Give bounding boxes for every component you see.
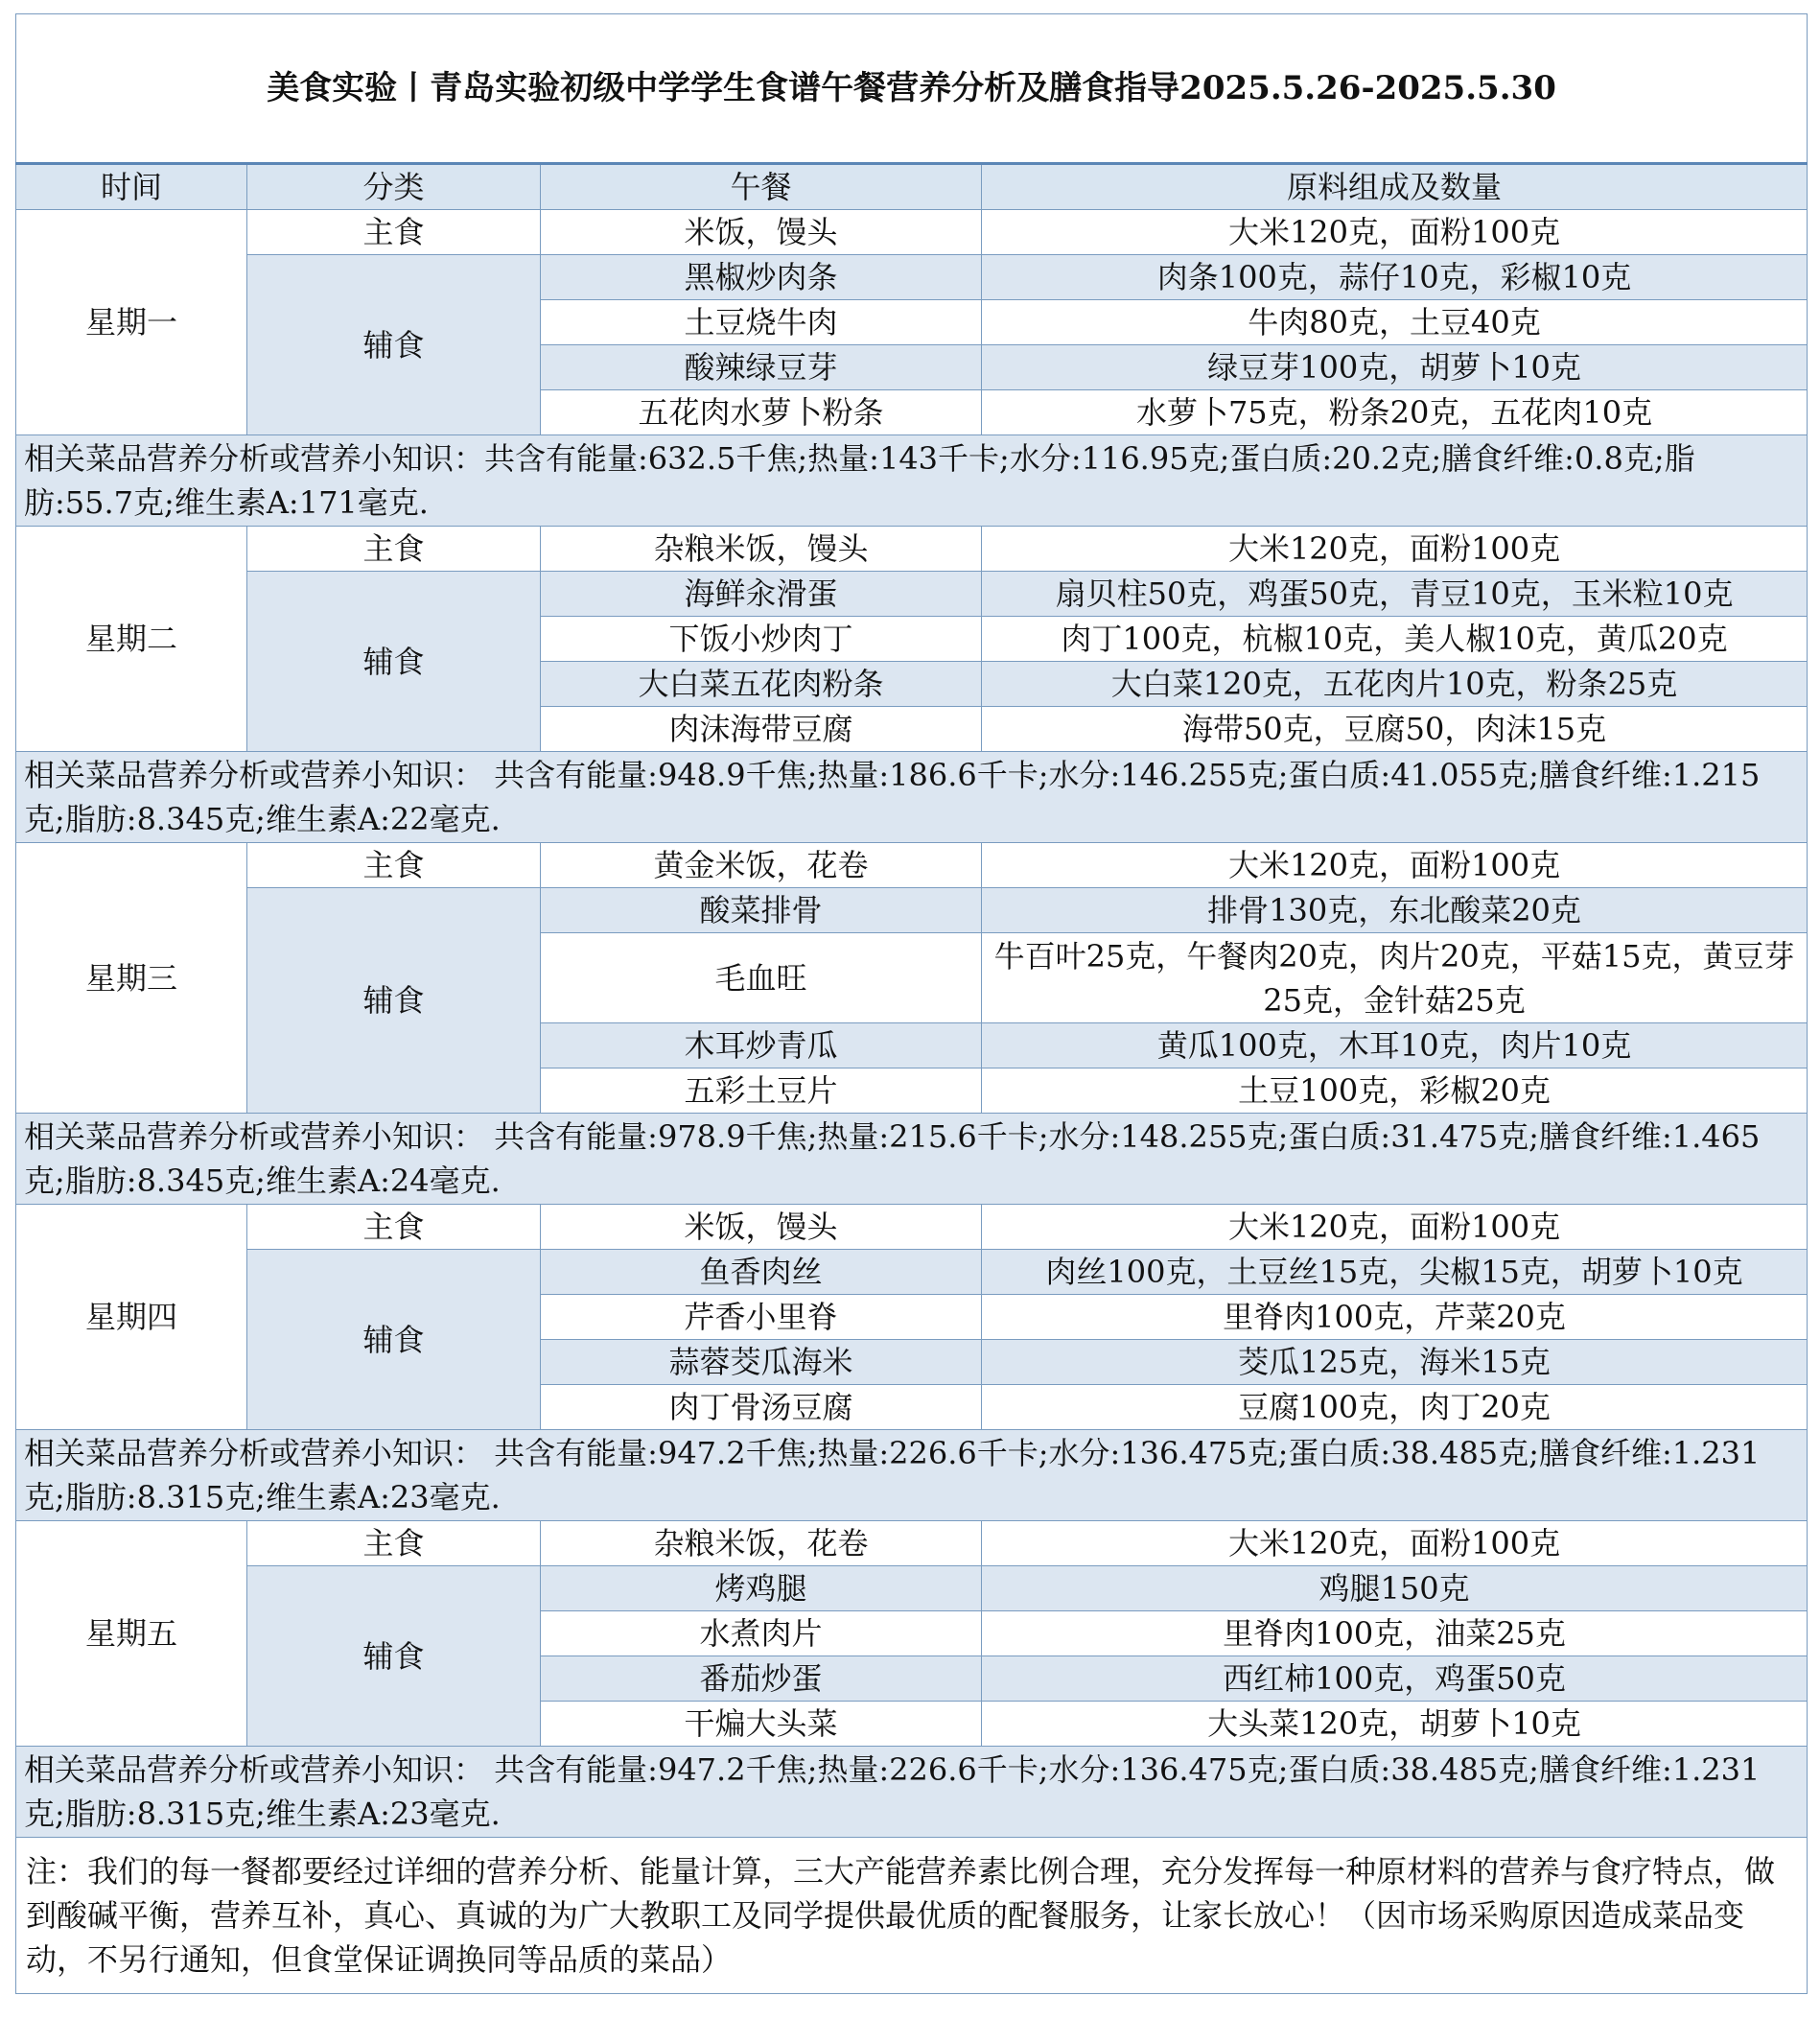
dish-ingredients: 肉丁100克，杭椒10克，美人椒10克，黄瓜20克 [982, 617, 1808, 662]
dish-name: 芹香小里脊 [541, 1295, 982, 1340]
category-main: 主食 [247, 1521, 541, 1566]
dish-ingredients: 里脊肉100克，油菜25克 [982, 1611, 1808, 1656]
dish-ingredients: 肉条100克，蒜仔10克，彩椒10克 [982, 255, 1808, 300]
table-row [16, 1521, 1808, 1566]
dish-ingredients: 鸡腿150克 [982, 1566, 1808, 1611]
category-main: 主食 [247, 843, 541, 888]
dish-name: 米饭，馒头 [541, 1205, 982, 1250]
table-row [16, 210, 1808, 255]
category-main: 主食 [247, 527, 541, 572]
nutrition-row [16, 1747, 1808, 1838]
header-time: 时间 [16, 164, 247, 210]
dish-ingredients: 大米120克，面粉100克 [982, 527, 1808, 572]
dish-name: 蒜蓉茭瓜海米 [541, 1340, 982, 1385]
dish-name: 黄金米饭，花卷 [541, 843, 982, 888]
table-row [16, 255, 1808, 300]
dish-name: 米饭，馒头 [541, 210, 982, 255]
dish-name: 水煮肉片 [541, 1611, 982, 1656]
header-row [16, 164, 1808, 210]
dish-name: 杂粮米饭，花卷 [541, 1521, 982, 1566]
day-label: 星期二 [16, 527, 247, 752]
dish-name: 番茄炒蛋 [541, 1656, 982, 1702]
day-label: 星期四 [16, 1205, 247, 1430]
dish-name: 酸辣绿豆芽 [541, 345, 982, 390]
dish-ingredients: 大米120克，面粉100克 [982, 210, 1808, 255]
dish-ingredients: 里脊肉100克，芹菜20克 [982, 1295, 1808, 1340]
nutrition-text: 相关菜品营养分析或营养小知识： 共含有能量:978.9千焦;热量:215.6千卡;水分:148.255克;蛋白质:31.475克;膳食纤维:1.465克;脂肪:8.345克;维生素A:24毫克. [16, 1114, 1808, 1205]
menu-table [15, 13, 1808, 1994]
dish-ingredients: 豆腐100克，肉丁20克 [982, 1385, 1808, 1430]
table-row [16, 888, 1808, 933]
category-side: 辅食 [247, 255, 541, 435]
dish-ingredients: 土豆100克，彩椒20克 [982, 1068, 1808, 1114]
table-row [16, 1205, 1808, 1250]
header-lunch: 午餐 [541, 164, 982, 210]
dish-name: 下饭小炒肉丁 [541, 617, 982, 662]
day-label: 星期五 [16, 1521, 247, 1747]
dish-ingredients: 大头菜120克，胡萝卜10克 [982, 1702, 1808, 1747]
dish-name: 木耳炒青瓜 [541, 1023, 982, 1068]
dish-name: 鱼香肉丝 [541, 1250, 982, 1295]
dish-ingredients: 海带50克，豆腐50，肉沫15克 [982, 707, 1808, 752]
table-row [16, 572, 1808, 617]
menu-sheet [15, 13, 1807, 1994]
header-ingredients: 原料组成及数量 [982, 164, 1808, 210]
dish-name: 黑椒炒肉条 [541, 255, 982, 300]
dish-ingredients: 大白菜120克，五花肉片10克，粉条25克 [982, 662, 1808, 707]
dish-ingredients: 牛肉80克，土豆40克 [982, 300, 1808, 345]
day-label: 星期一 [16, 210, 247, 435]
category-side: 辅食 [247, 1250, 541, 1430]
day-label: 星期三 [16, 843, 247, 1114]
dish-name: 酸菜排骨 [541, 888, 982, 933]
days-body [16, 210, 1808, 1838]
category-side: 辅食 [247, 888, 541, 1114]
dish-ingredients: 茭瓜125克，海米15克 [982, 1340, 1808, 1385]
dish-name: 大白菜五花肉粉条 [541, 662, 982, 707]
dish-ingredients: 大米120克，面粉100克 [982, 1205, 1808, 1250]
nutrition-text: 相关菜品营养分析或营养小知识： 共含有能量:947.2千焦;热量:226.6千卡;水分:136.475克;蛋白质:38.485克;膳食纤维:1.231克;脂肪:8.315克;维生素A:23毫克. [16, 1747, 1808, 1838]
category-main: 主食 [247, 1205, 541, 1250]
table-row [16, 1250, 1808, 1295]
nutrition-row [16, 1430, 1808, 1521]
table-row [16, 1566, 1808, 1611]
dish-name: 杂粮米饭，馒头 [541, 527, 982, 572]
dish-name: 五花肉水萝卜粉条 [541, 390, 982, 435]
page-title: 美食实验丨青岛实验初级中学学生食谱午餐营养分析及膳食指导2025.5.26-2025.5.30 [16, 14, 1808, 164]
dish-ingredients: 肉丝100克，土豆丝15克，尖椒15克，胡萝卜10克 [982, 1250, 1808, 1295]
dish-ingredients: 扇贝柱50克，鸡蛋50克，青豆10克，玉米粒10克 [982, 572, 1808, 617]
dish-ingredients: 西红柿100克，鸡蛋50克 [982, 1656, 1808, 1702]
nutrition-row [16, 752, 1808, 843]
dish-name: 海鲜汆滑蛋 [541, 572, 982, 617]
dish-name: 肉沫海带豆腐 [541, 707, 982, 752]
nutrition-text: 相关菜品营养分析或营养小知识：共含有能量:632.5千焦;热量:143千卡;水分:116.95克;蛋白质:20.2克;膳食纤维:0.8克;脂肪:55.7克;维生素A:171毫克. [16, 435, 1808, 527]
nutrition-row [16, 1114, 1808, 1205]
dish-ingredients: 大米120克，面粉100克 [982, 1521, 1808, 1566]
dish-ingredients: 黄瓜100克，木耳10克，肉片10克 [982, 1023, 1808, 1068]
footer-note: 注：我们的每一餐都要经过详细的营养分析、能量计算，三大产能营养素比例合理，充分发挥每一种原材料的营养与食疗特点，做到酸碱平衡，营养互补，真心、真诚的为广大教职工及同学提供最优质的配餐服务，让家长放心！（因市场采购原因造成菜品变动，不另行通知，但食堂保证调换同等品质的菜品） [16, 1838, 1808, 1994]
dish-ingredients: 大米120克，面粉100克 [982, 843, 1808, 888]
dish-name: 毛血旺 [541, 933, 982, 1023]
dish-name: 肉丁骨汤豆腐 [541, 1385, 982, 1430]
dish-ingredients: 牛百叶25克，午餐肉20克，肉片20克，平菇15克，黄豆芽25克，金针菇25克 [982, 933, 1808, 1023]
dish-name: 五彩土豆片 [541, 1068, 982, 1114]
dish-name: 土豆烧牛肉 [541, 300, 982, 345]
table-row [16, 843, 1808, 888]
category-main: 主食 [247, 210, 541, 255]
dish-name: 干煸大头菜 [541, 1702, 982, 1747]
table-row [16, 527, 1808, 572]
category-side: 辅食 [247, 572, 541, 752]
dish-ingredients: 排骨130克，东北酸菜20克 [982, 888, 1808, 933]
dish-ingredients: 水萝卜75克，粉条20克，五花肉10克 [982, 390, 1808, 435]
nutrition-text: 相关菜品营养分析或营养小知识： 共含有能量:947.2千焦;热量:226.6千卡;水分:136.475克;蛋白质:38.485克;膳食纤维:1.231克;脂肪:8.315克;维生素A:23毫克. [16, 1430, 1808, 1521]
nutrition-row [16, 435, 1808, 527]
nutrition-text: 相关菜品营养分析或营养小知识： 共含有能量:948.9千焦;热量:186.6千卡;水分:146.255克;蛋白质:41.055克;膳食纤维:1.215克;脂肪:8.345克;维生素A:22毫克. [16, 752, 1808, 843]
dish-ingredients: 绿豆芽100克，胡萝卜10克 [982, 345, 1808, 390]
dish-name: 烤鸡腿 [541, 1566, 982, 1611]
header-category: 分类 [247, 164, 541, 210]
category-side: 辅食 [247, 1566, 541, 1747]
